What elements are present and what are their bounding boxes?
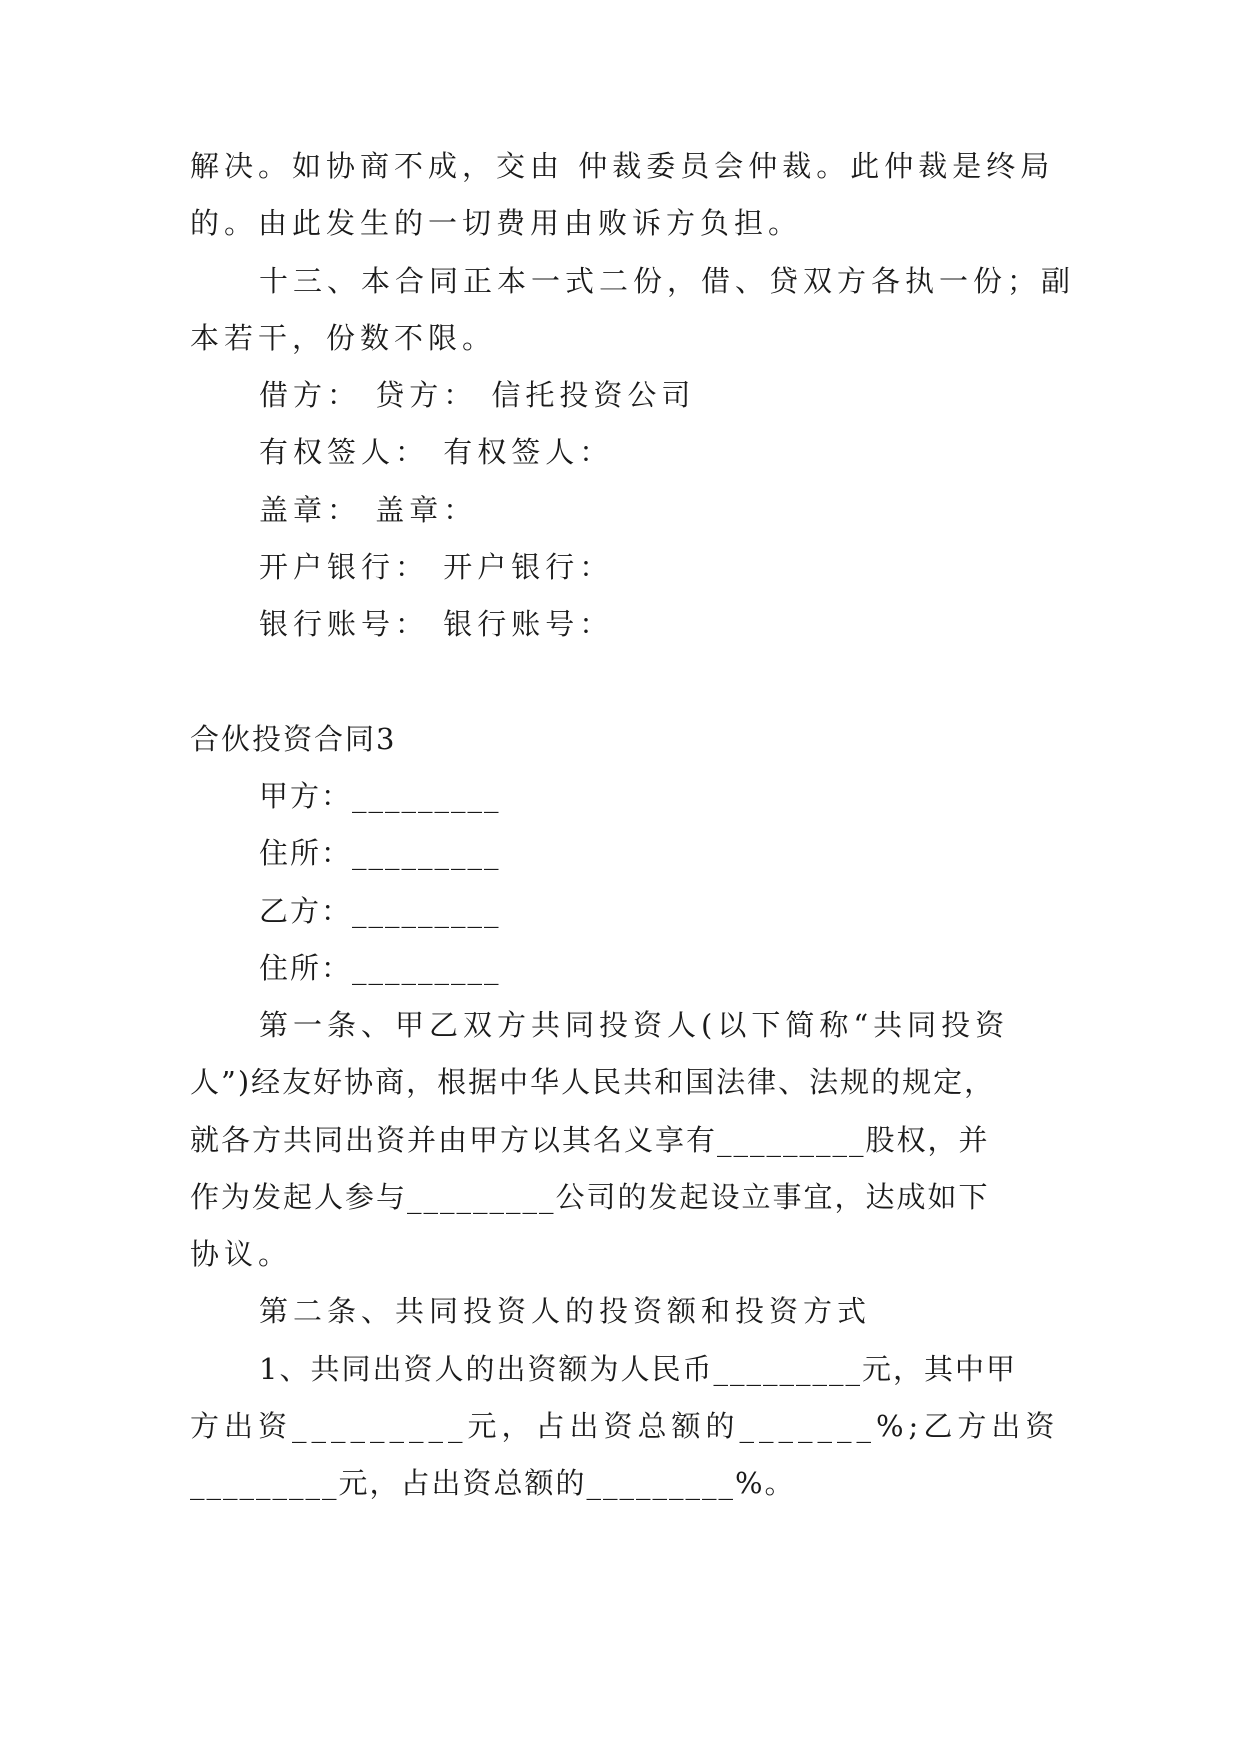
text-line: 开户银行： 开户银行：	[259, 550, 614, 584]
text-line: 解决。如协商不成，交由 仲裁委员会仲裁。此仲裁是终局	[190, 149, 1055, 183]
text-line: 盖章： 盖章：	[259, 493, 478, 527]
text-line: 十三、本合同正本一式二份，借、贷双方各执一份；副	[259, 264, 1076, 298]
text-line: 乙方：_________	[259, 894, 501, 928]
text-line: 1、共同出资人的出资额为人民币_________元，其中甲	[259, 1352, 1017, 1386]
text-line: 第一条、甲乙双方共同投资人(以下简称“共同投资	[259, 1008, 1010, 1042]
text-line: 协议。	[190, 1237, 293, 1271]
text-line: 就各方共同出资并由甲方以其名义享有_________股权，并	[190, 1123, 990, 1157]
text-line: 有权签人： 有权签人：	[259, 435, 614, 469]
section-title: 合伙投资合同3	[190, 722, 397, 756]
text-line: 借方： 贷方： 信托投资公司	[259, 378, 696, 412]
text-line: 住所：_________	[259, 951, 501, 985]
text-line: 甲方：_________	[259, 779, 501, 813]
text-line: 人”)经友好协商，根据中华人民共和国法律、法规的规定，	[190, 1065, 996, 1099]
text-line: 银行账号： 银行账号：	[259, 607, 614, 641]
text-line: 本若干，份数不限。	[190, 321, 497, 355]
text-line: 方出资_________元，占出资总额的_______%;乙方出资	[190, 1409, 1060, 1443]
text-line: 住所：_________	[259, 836, 501, 870]
text-line: _________元，占出资总额的_________%。	[190, 1466, 796, 1500]
text-line: 的。由此发生的一切费用由败诉方负担。	[190, 206, 803, 240]
text-line: 作为发起人参与_________公司的发起设立事宜，达成如下	[190, 1180, 990, 1214]
text-line: 第二条、共同投资人的投资额和投资方式	[259, 1294, 872, 1328]
